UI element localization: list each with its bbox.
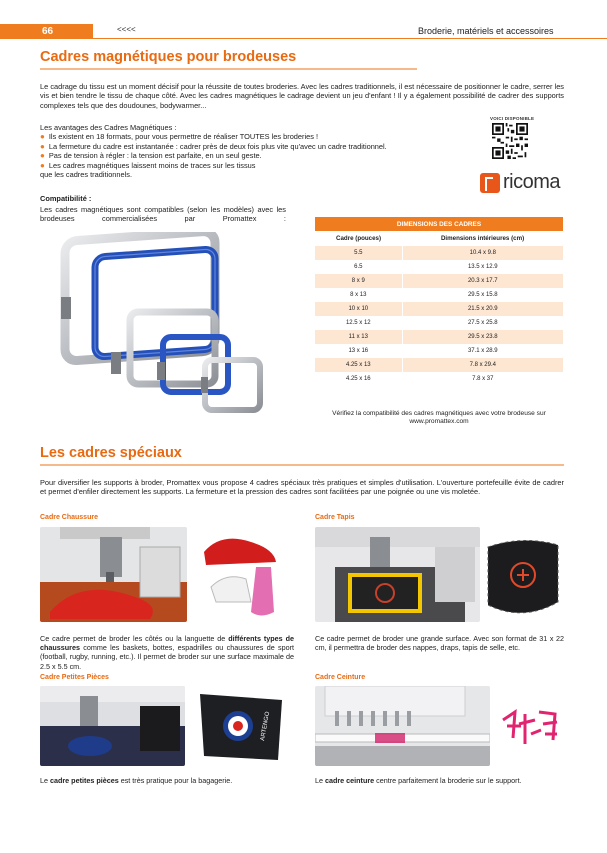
bullet-icon: ● bbox=[40, 141, 45, 151]
bag-brand-text: ARTENGO bbox=[260, 711, 272, 742]
subtitle-tapis: Cadre Tapis bbox=[315, 514, 355, 521]
photo-shoes bbox=[196, 527, 286, 622]
caption-tapis: Ce cadre permet de broder une grande surface. Avec son format de 31 x 22 cm, il permettra de broder des nappes, draps, tapis de selle, etc. bbox=[315, 634, 564, 653]
table-row: 10 x 10 21.5 x 20.9 bbox=[315, 302, 563, 316]
ricoma-logo bbox=[480, 171, 560, 194]
photo-tapis-machine bbox=[315, 527, 480, 622]
caption-ceinture: Le cadre ceinture centre parfaitement la broderie sur le support. bbox=[315, 776, 522, 785]
column-header: Dimensions intérieures (cm) bbox=[440, 235, 525, 242]
section-title-magnetic: Cadres magnétiques pour brodeuses bbox=[40, 49, 297, 65]
back-arrows[interactable]: <<<< bbox=[117, 25, 136, 34]
list-item: ● Pas de tension à régler : la tension est parfaite, en un seul geste. bbox=[40, 151, 262, 161]
column-header: Cadre (pouces) bbox=[336, 235, 382, 242]
subtitle-petites: Cadre Petites Pièces bbox=[40, 674, 109, 681]
subtitle-chaussure: Cadre Chaussure bbox=[40, 514, 98, 521]
section-title-special: Les cadres spéciaux bbox=[40, 445, 182, 461]
qr-label: VOICI DISPONIBLE bbox=[490, 116, 535, 121]
ricoma-mark-icon bbox=[480, 173, 500, 193]
list-item: ● Ils existent en 18 formats, pour vous permettre de réaliser TOUTES les broderies ! bbox=[40, 132, 319, 141]
section-rule bbox=[40, 68, 417, 70]
compat-text: Les cadres magnétiques sont compatibles (selon les modèles) avec les brodeuses commercialisées par Promattex : bbox=[40, 205, 286, 224]
table-row: 13 x 16 37.1 x 28.9 bbox=[315, 344, 563, 358]
caption-petites: Le cadre petites pièces est très pratique pour la bagagerie. bbox=[40, 776, 233, 785]
list-item: ● Les cadres magnétiques laissent moins de traces sur les tissus bbox=[40, 160, 256, 170]
photo-bag bbox=[192, 686, 292, 766]
table-row: 12.5 x 12 27.5 x 25.8 bbox=[315, 316, 563, 330]
table-row: 6.5 13.5 x 12.9 bbox=[315, 260, 563, 274]
qr-code-icon[interactable] bbox=[492, 123, 528, 159]
table-row: 11 x 13 29.5 x 23.8 bbox=[315, 330, 563, 344]
list-item-tail: que les cadres traditionnels. bbox=[40, 170, 133, 180]
bullet-icon: ● bbox=[40, 132, 45, 141]
page-number: 66 bbox=[0, 24, 93, 39]
table-row: 8 x 9 20.3 x 17.7 bbox=[315, 274, 563, 288]
bullet-icon: ● bbox=[40, 160, 45, 170]
dimensions-table bbox=[315, 217, 563, 386]
photo-shoe-machine bbox=[40, 527, 187, 622]
header-title: Broderie, matériels et accessoires bbox=[418, 26, 554, 36]
table-row: 4.25 x 16 7.8 x 37 bbox=[315, 372, 563, 386]
compat-title: Compatibilité : bbox=[40, 194, 92, 203]
bullet-icon: ● bbox=[40, 151, 45, 161]
special-intro: Pour diversifier les supports à broder, Promattex vous propose 4 cadres spéciaux très pratiques et simples d'utilisation. L'ouverture portefeuille évite de cadrer et permet d'enfiler directement les supports. La fermeture et la pression des cadres sont facilitées par une poignée ou une vis moletée. bbox=[40, 478, 564, 497]
advantages-list bbox=[40, 132, 440, 180]
table-note: Vérifiez la compatibilité des cadres magnétiques avec votre brodeuse sur www.promattex.com bbox=[332, 410, 546, 426]
advantages-title: Les avantages des Cadres Magnétiques : bbox=[40, 123, 177, 132]
intro-paragraph: Le cadrage du tissu est un moment décisif pour la réussite de toutes broderies. Avec les cadres traditionnels, il est nécessaire de positionner le cadre, serrer les vis et bien tendre le tissu de chaque côté. Avec les cadres magnétiques le cadrage devient un jeu d'enfant ! Il y a également possibilité de cadrer des supports complexes tels que des doudounes, bodywarmer... bbox=[40, 82, 564, 110]
section-rule bbox=[40, 464, 564, 466]
header-divider bbox=[93, 38, 607, 39]
table-row: 5.5 10.4 x 9.8 bbox=[315, 246, 563, 260]
ricoma-wordmark: ricoma bbox=[503, 171, 561, 193]
photo-saddle-pad bbox=[483, 527, 563, 622]
photo-small-parts-machine bbox=[40, 686, 185, 766]
table-row: 8 x 13 29.5 x 15.8 bbox=[315, 288, 563, 302]
caption-chaussure: Ce cadre permet de broder les côtés ou la languette de différents types de chaussures comme les baskets, bottes, espadrilles ou chaussures de sport (football, rugby, running, etc.). Il permet de broder sur une surface maximale de 2.5 x 5.5 cm. bbox=[40, 634, 294, 671]
table-title: DIMENSIONS DES CADRES bbox=[315, 217, 563, 231]
magnetic-frames-illustration bbox=[55, 232, 300, 422]
subtitle-ceinture: Cadre Ceinture bbox=[315, 674, 366, 681]
photo-belt-machine bbox=[315, 686, 490, 766]
photo-belt-embroidery bbox=[495, 700, 563, 760]
table-row: 4.25 x 13 7.8 x 29.4 bbox=[315, 358, 563, 372]
list-item: ● La fermeture du cadre est instantanée : cadrer près de deux fois plus vite qu'avec un cadre traditionnel. bbox=[40, 141, 387, 151]
